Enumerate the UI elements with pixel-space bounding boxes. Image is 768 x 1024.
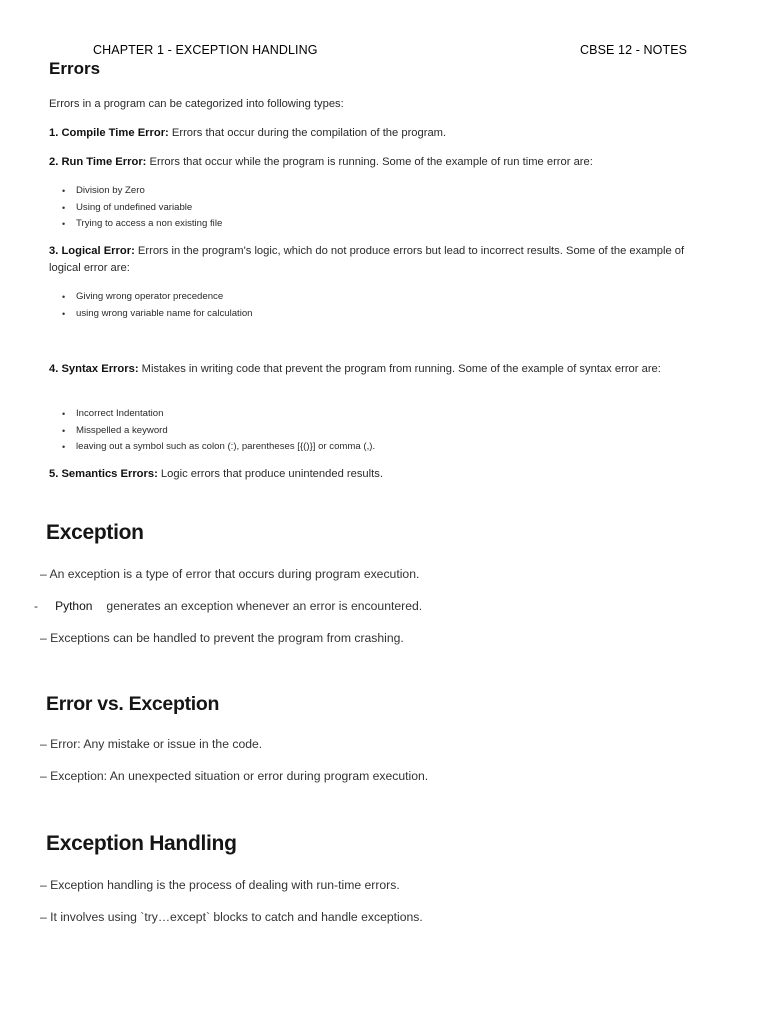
list-item: • using wrong variable name for calculation (62, 306, 682, 323)
error-item-label: 4. Syntax Errors: (49, 363, 139, 375)
list-item: • Incorrect Indentation (62, 406, 682, 423)
error-item-label: 2. Run Time Error: (49, 156, 147, 168)
exception-handling-line: – It involves using `try…except` blocks to catch and handle exceptions. (40, 910, 423, 924)
python-line-text: generates an exception whenever an error is encountered. (106, 599, 423, 613)
error-vs-exception-line: – Error: Any mistake or issue in the code. (40, 737, 263, 751)
exception-line: – An exception is a type of error that occurs during program execution. (40, 567, 420, 581)
error-item-text: Errors that occur while the program is running. Some of the example of run time error are: (146, 156, 593, 168)
exception-line: – Exceptions can be handled to prevent the program from crashing. (40, 631, 404, 645)
error-item-semantics (49, 466, 709, 483)
header-notes-label: CBSE 12 - NOTES (580, 43, 688, 57)
error-item-compile-time (49, 125, 709, 142)
error-item-label: 5. Semantics Errors: (49, 468, 158, 480)
logical-error-list (62, 289, 682, 322)
list-item: • leaving out a symbol such as colon (:), parentheses [{()}] or comma (,). (62, 439, 682, 456)
exception-python-line (34, 598, 422, 614)
error-item-run-time (49, 154, 709, 171)
exception-handling-heading: Exception Handling (46, 832, 237, 855)
python-word: Python (55, 599, 93, 613)
error-item-text: Mistakes in writing code that prevent the program from running. Some of the example of syntax error are: (138, 363, 661, 375)
list-item: • Misspelled a keyword (62, 423, 682, 440)
list-item: • Trying to access a non existing file (62, 216, 682, 233)
exception-handling-line: – Exception handling is the process of dealing with run-time errors. (40, 878, 400, 892)
exception-heading: Exception (46, 521, 144, 544)
error-vs-exception-heading: Error vs. Exception (46, 693, 220, 715)
list-item: • Giving wrong operator precedence (62, 289, 682, 306)
error-vs-exception-line: – Exception: An unexpected situation or error during program execution. (40, 769, 429, 783)
header-chapter-title: CHAPTER 1 - EXCEPTION HANDLING (93, 43, 318, 57)
list-item: • Division by Zero (62, 183, 682, 200)
errors-intro: Errors in a program can be categorized into following types: (49, 98, 344, 110)
error-item-text: Errors that occur during the compilation of the program. (168, 127, 447, 139)
list-item: • Using of undefined variable (62, 200, 682, 217)
syntax-error-list (62, 406, 682, 456)
dash-marker: - (34, 599, 39, 613)
run-time-error-list (62, 183, 682, 233)
error-item-text: Logic errors that produce unintended results. (157, 468, 383, 480)
error-item-label: 1. Compile Time Error: (49, 127, 169, 139)
error-item-label: 3. Logical Error: (49, 245, 135, 257)
error-item-syntax (49, 361, 709, 378)
error-item-logical (49, 243, 709, 277)
errors-heading: Errors (49, 59, 101, 78)
error-item-text: Errors in the program's logic, which do not produce errors but lead to incorrect results. Some of the example of logical error are: (49, 245, 685, 274)
